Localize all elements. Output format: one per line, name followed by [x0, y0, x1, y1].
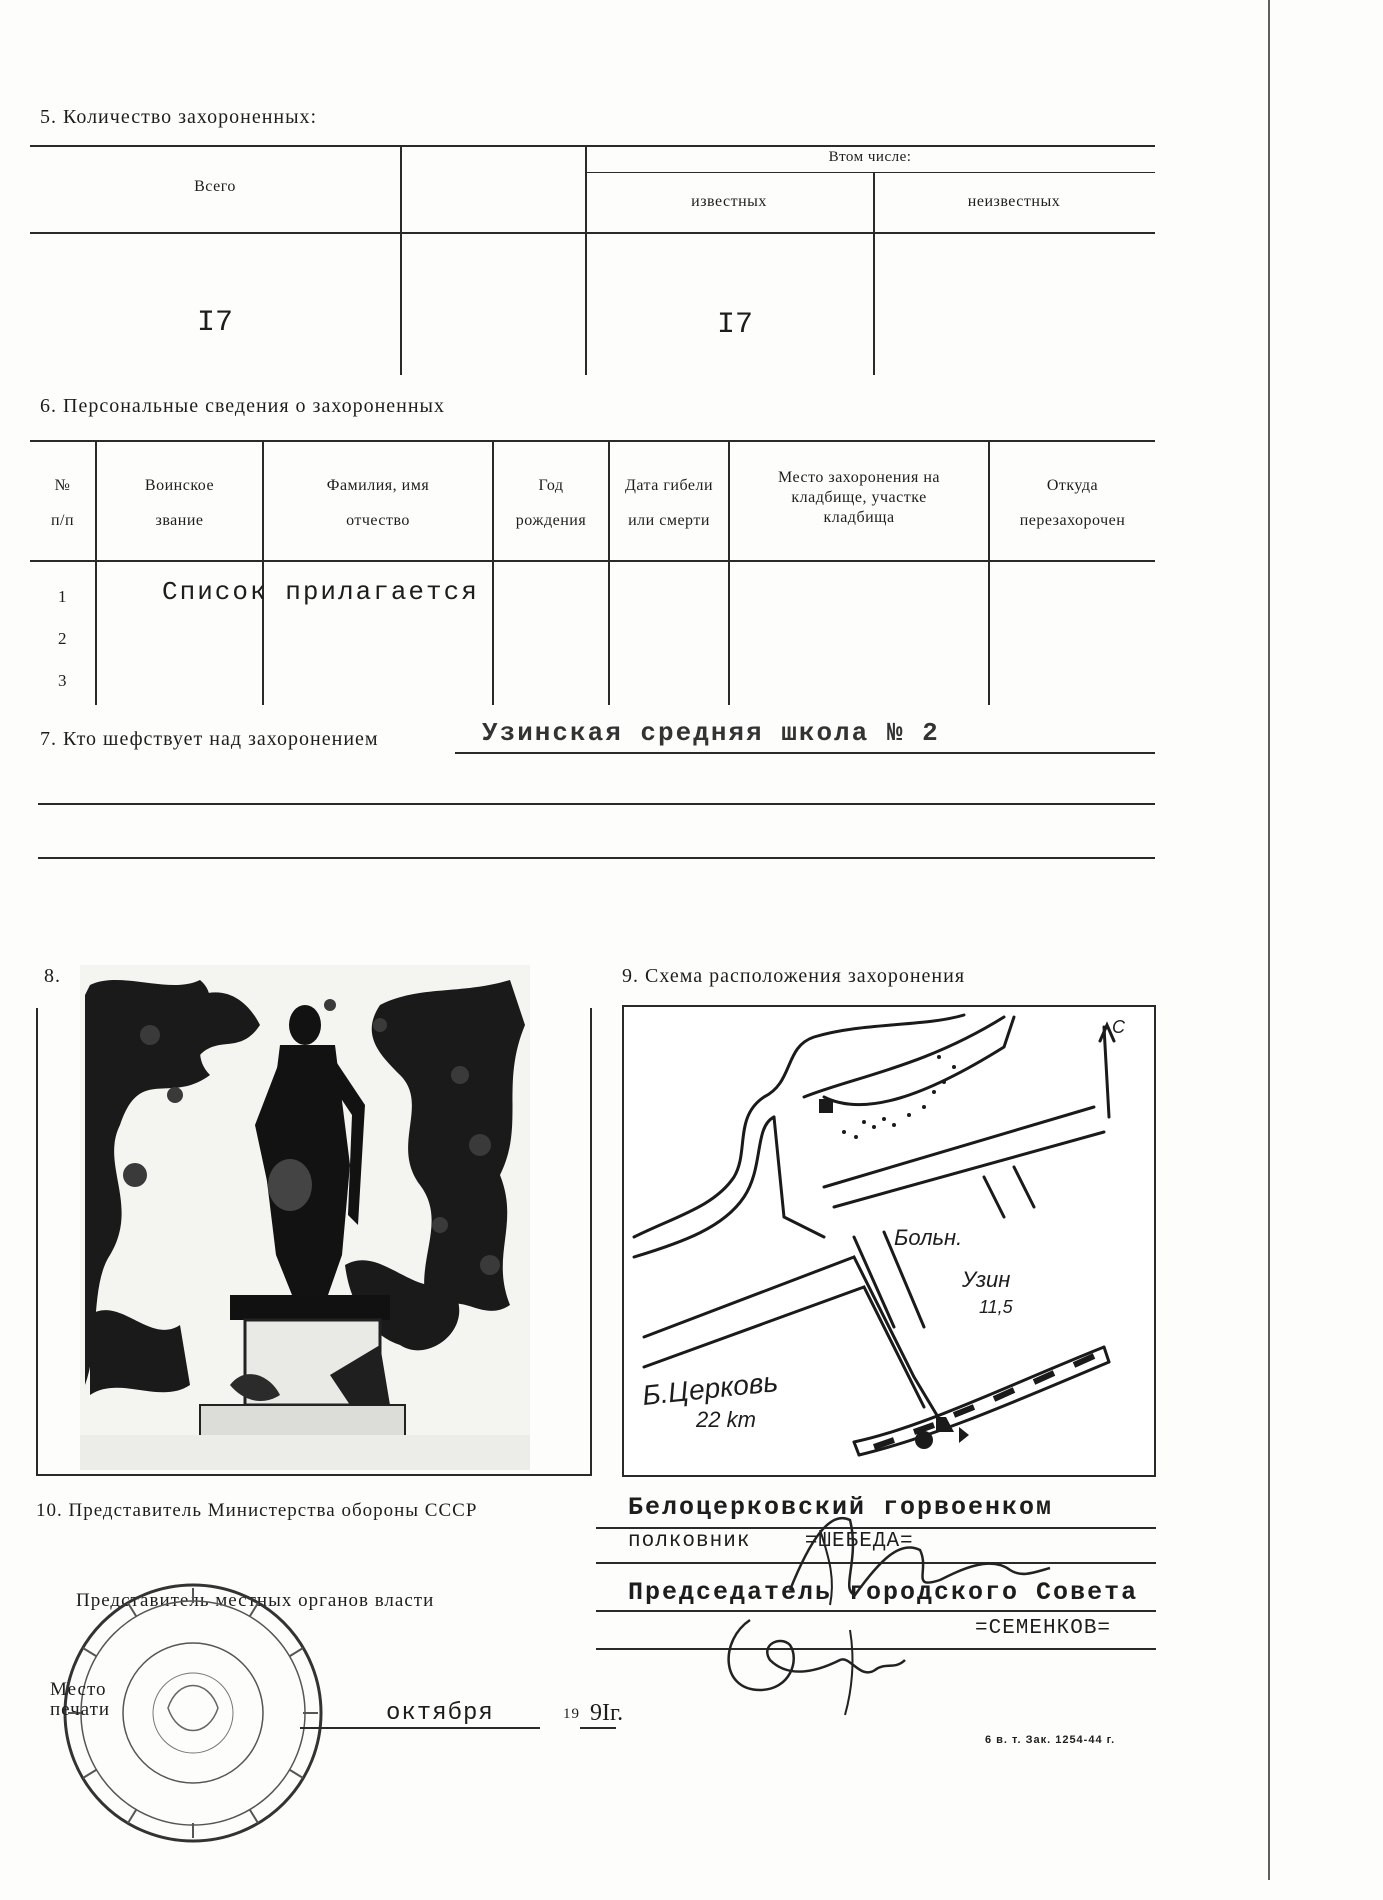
col-number-header: № п/п: [50, 477, 75, 530]
col-reburied-from-header: Откуда перезахорочен: [1019, 477, 1126, 530]
monument-photo: [80, 965, 530, 1470]
section-10-label: 10. Представитель Министерства обороны СССР: [36, 1500, 478, 1521]
council-signature: [700, 1600, 920, 1720]
row-number-2: 2: [58, 629, 67, 648]
col-fullname-header: Фамилия, имя отчество: [326, 477, 430, 530]
local-rep-label: Представитель местных органов власти: [76, 1590, 435, 1611]
row-number-1: 1: [58, 587, 67, 606]
print-shop-mark: 6 в. т. Зак. 1254-44 г.: [985, 1734, 1116, 1746]
col-rank-header: Воинское звание: [144, 477, 215, 530]
map-town-distance: 11,5: [979, 1297, 1013, 1317]
known-buried-value: I7: [716, 308, 753, 342]
map-town-label: Узин: [962, 1267, 1011, 1292]
section-8-label: 8.: [44, 965, 61, 987]
date-century: 19: [563, 1706, 580, 1722]
map-city-label: Б.Церковь: [640, 1365, 780, 1412]
council-title: Председатель городского Совета: [628, 1578, 1139, 1607]
col-known-header: известных: [691, 193, 767, 210]
total-buried-value: I7: [196, 306, 233, 340]
col-burial-place-header: Место захоронения на кладбище, участке кладбища: [777, 469, 941, 526]
col-unknown-header: неизвестных: [967, 193, 1061, 210]
col-death-date-header: Дата гибели или смерти: [624, 477, 714, 530]
military-rep-rank-name: полковник =ШЕБЕДА=: [628, 1530, 914, 1553]
location-scheme-map: [622, 1005, 1156, 1477]
date-year: 9Iг.: [590, 1700, 624, 1726]
list-attached-note: Список прилагается: [162, 577, 479, 607]
col-total-header: Всего: [194, 178, 236, 195]
date-month: октября: [386, 1700, 494, 1727]
patron-school-value: Узинская средняя школа № 2: [482, 718, 940, 748]
section-9-label: 9. Схема расположения захоронения: [622, 965, 966, 987]
military-office-name: Белоцерковский горвоенком: [628, 1493, 1054, 1522]
section-5-heading: 5. Количество захороненных:: [40, 106, 318, 128]
seal-place-label: Место печати: [50, 1679, 111, 1720]
map-city-distance: 22 km: [696, 1407, 756, 1432]
row-number-3: 3: [58, 671, 67, 690]
section-6-heading: 6. Персональные сведения о захороненных: [40, 395, 445, 417]
map-hospital-label: Больн.: [894, 1225, 963, 1250]
section-7-label: 7. Кто шефствует над захоронением: [40, 728, 379, 750]
col-birthyear-header: Год рождения: [515, 477, 587, 530]
map-north-label: С: [1112, 1017, 1125, 1037]
council-chair-name: =СЕМЕНКОВ=: [975, 1617, 1112, 1640]
military-signature: [760, 1500, 1060, 1610]
col-including-header: Втом числе:: [828, 149, 912, 165]
